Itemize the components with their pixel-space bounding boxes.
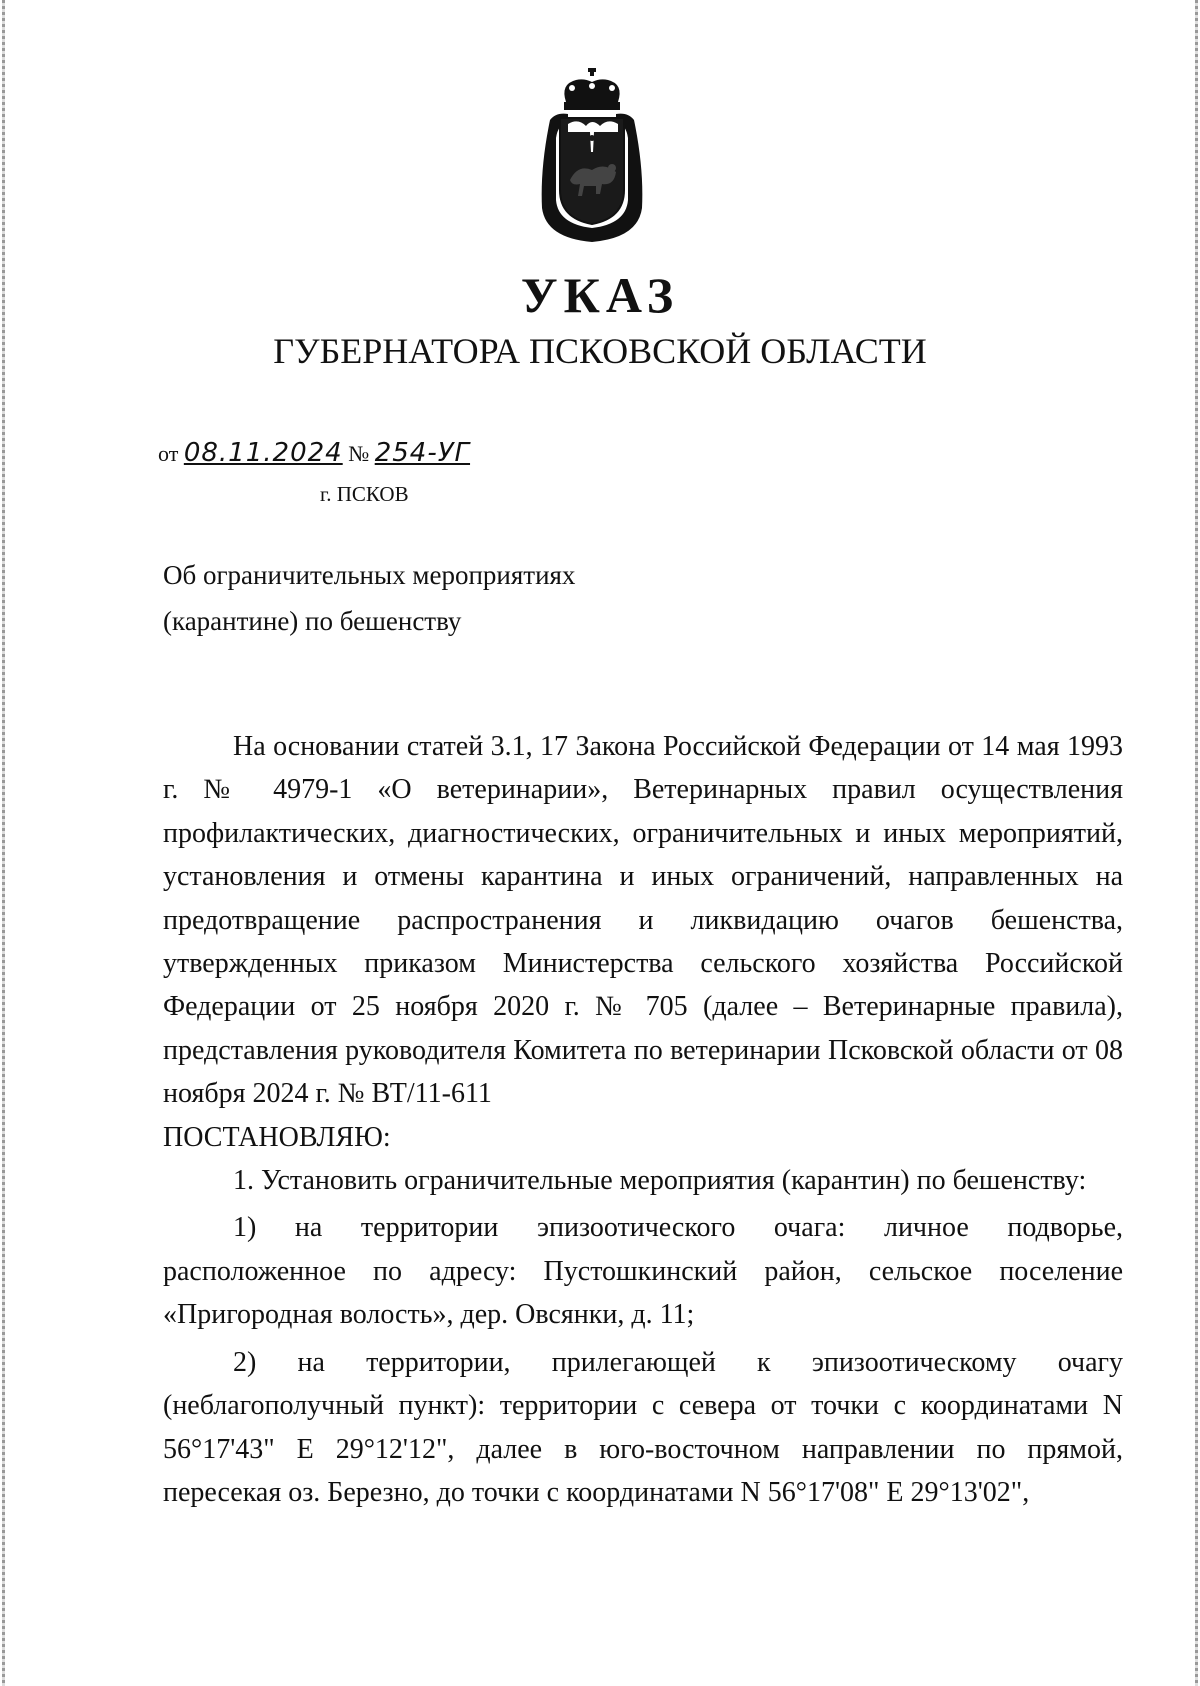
coat-of-arms-emblem <box>530 68 654 244</box>
document-subtitle: ГУБЕРНАТОРА ПСКОВСКОЙ ОБЛАСТИ <box>273 331 927 371</box>
scan-edge-right <box>1195 0 1198 1686</box>
handwritten-number: 254-УГ <box>374 438 471 468</box>
subitem-2-paragraph: 2) на территории, прилегающей к эпизоотическому очагу (неблагополучный пункт): территории с севера от точки с координатами N 56°17'43" E 29°12'12", далее в юго-восточном направлении по прямой, пересекая оз. Березно, до точки с координатами N 56°17'08" E 29°13'02", <box>163 1346 1123 1508</box>
subject-line-2: (карантине) по бешенству <box>163 606 462 636</box>
decree-word: ПОСТАНОВЛЯЮ: <box>163 1121 391 1153</box>
handwritten-date: 08.11.2024 <box>183 438 343 468</box>
city-line: г. ПСКОВ <box>320 482 409 506</box>
subject-line-1: Об ограничительных мероприятиях <box>163 560 576 590</box>
subitem-1-paragraph: 1) на территории эпизоотического очага: личное подворье, расположенное по адресу: Пустошкинский район, сельское поселение «Пригородная волость», дер. Овсянки, д. 11; <box>163 1212 1123 1331</box>
date-number-line <box>158 438 470 468</box>
subject-block <box>163 552 575 644</box>
number-prefix: № <box>348 441 370 466</box>
preamble-paragraph: На основании статей 3.1, 17 Закона Российской Федерации от 14 мая 1993 г. № 4979-1 «О ветеринарии», Ветеринарных правил осуществления профилактических, диагностических, ограничительных и иных мероприятий, установления и отмены карантина и иных ограничений, направленных на предотвращение распространения и ликвидацию очагов бешенства, утвержденных приказом Министерства сельского хозяйства Российской Федерации от 25 ноября 2020 г. № 705 (далее – Ветеринарные правила), представления руководителя Комитета по ветеринарии Псковской области от 08 ноября 2024 г. № ВТ/11-611 <box>163 731 1123 1110</box>
document-title: УКАЗ <box>520 267 680 323</box>
item-1-paragraph: 1. Установить ограничительные мероприятия (карантин) по бешенству: <box>233 1165 1087 1197</box>
date-prefix: от <box>158 441 179 466</box>
scan-edge-left <box>2 0 5 1686</box>
document-body <box>163 725 1123 1514</box>
